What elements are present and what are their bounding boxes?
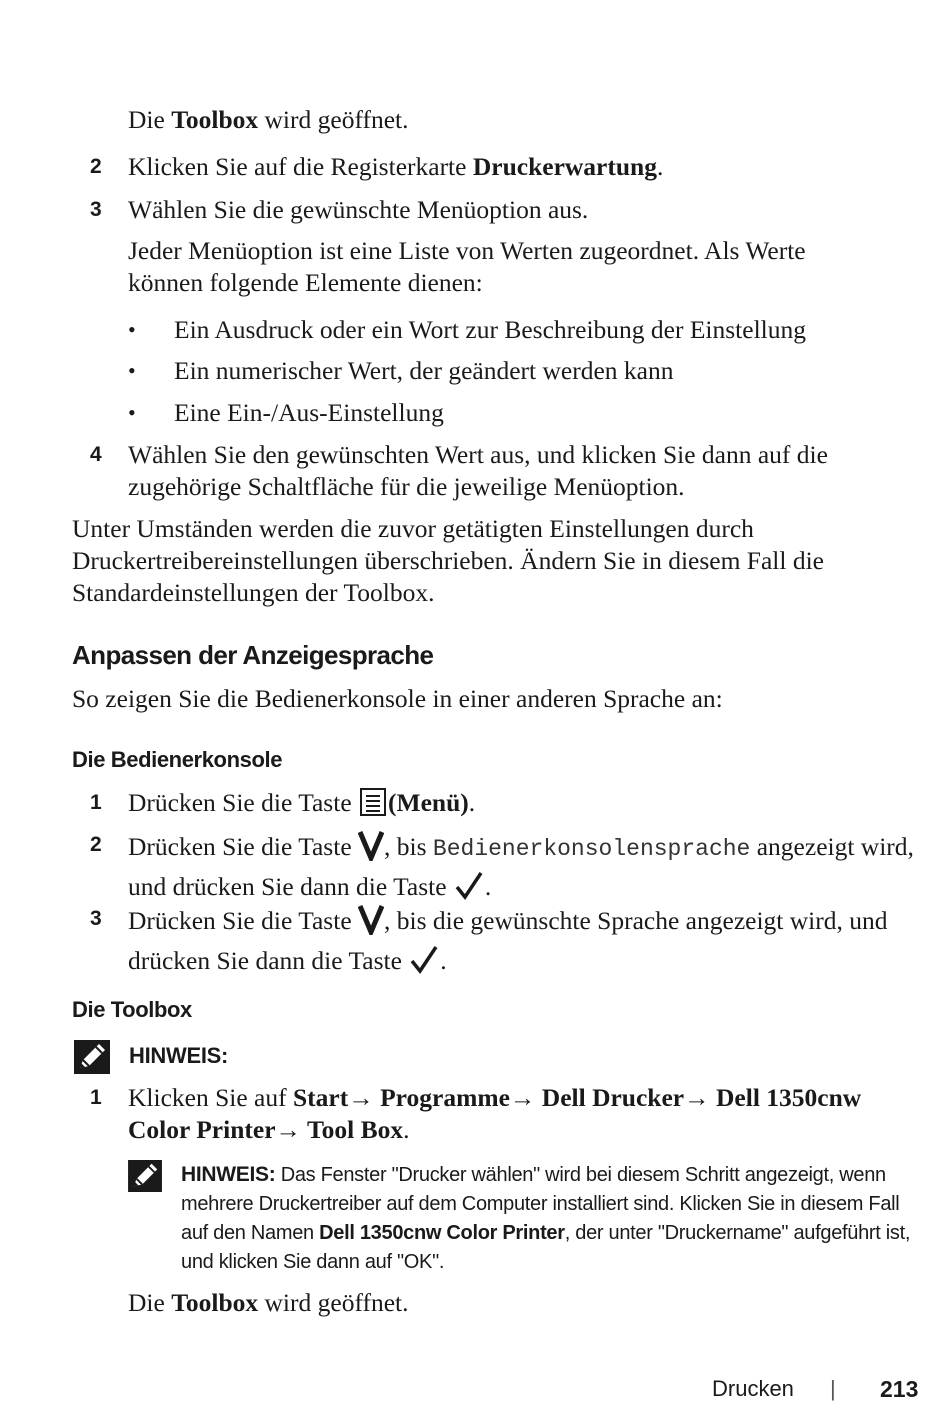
step-text-a: Drücken Sie die Taste xyxy=(128,788,359,817)
text-b: wird geöffnet. xyxy=(258,1288,409,1317)
toolbox-label: Toolbox xyxy=(171,1288,259,1317)
step-number: 1 xyxy=(90,1086,102,1109)
step-text-b: , bis die gewünschte Sprache angezeigt wird, und drücken Sie dann die Taste xyxy=(128,906,888,975)
note-label: HINWEIS: xyxy=(181,1163,276,1186)
printer-name: Dell 1350cnw Color Printer xyxy=(319,1222,565,1244)
pencil-note-icon xyxy=(128,1160,162,1197)
note-text-b: , der unter "Druckername" aufgeführt ist, und klicken Sie dann auf "OK". xyxy=(181,1222,911,1273)
step-text: Wählen Sie die gewünschte Menüoption aus. xyxy=(128,195,589,224)
arrow-icon: → xyxy=(348,1083,374,1112)
heading-toolbox: Die Toolbox xyxy=(72,997,192,1022)
step-text-bold: Druckerwartung xyxy=(472,152,657,181)
step-text-a: Drücken Sie die Taste xyxy=(128,906,359,935)
result-text xyxy=(128,1287,918,1319)
menu-icon xyxy=(358,787,388,825)
bullet-text: Eine Ein-/Aus-Einstellung xyxy=(174,398,444,427)
path-dell-printers: Dell Drucker xyxy=(535,1083,685,1112)
footer-section: Drucken xyxy=(712,1376,794,1401)
step-text-a: Drücken Sie die Taste xyxy=(128,832,359,861)
step-text-c: angezeigt wird, und drücken Sie dann die Taste xyxy=(128,832,914,901)
override-text: Unter Umständen werden die zuvor getätigten Einstellungen durch Druckertreibereinstellungen überschrieben. Ändern Sie in diesem Fall die Standardeinstellungen der Toolbox. xyxy=(72,514,825,607)
console-language-option: Bedienerkonsolensprache xyxy=(432,836,751,862)
checkmark-icon xyxy=(408,943,440,983)
step-number: 3 xyxy=(90,907,102,930)
step-text-main: Klicken Sie auf die Registerkarte xyxy=(128,152,473,181)
heading-console: Die Bedienerkonsole xyxy=(72,747,283,772)
values-text: Jeder Menüoption ist eine Liste von Werten zugeordnet. Als Werte können folgende Elemente dienen: xyxy=(128,236,806,297)
arrow-icon: → xyxy=(275,1115,302,1144)
path-start: Start xyxy=(293,1083,349,1112)
step-text-b: , bis xyxy=(384,832,433,861)
bullet-text: Ein Ausdruck oder ein Wort zur Beschreibung der Einstellung xyxy=(174,315,806,344)
language-text: So zeigen Sie die Bedienerkonsole in einer anderen Sprache an: xyxy=(72,684,723,713)
step-text xyxy=(128,151,918,183)
bullet-dot: • xyxy=(128,317,136,342)
note-text-a: Das Fenster "Drucker wählen" wird bei diesem Schritt angezeigt, wenn mehrere Druckertreiber auf dem Computer installiert sind. Klicken Sie in diesem Fall auf den Namen xyxy=(181,1164,900,1244)
text-a: Die xyxy=(128,1288,172,1317)
step-text-end: . xyxy=(468,788,476,817)
down-arrow-icon xyxy=(358,829,384,869)
step-text xyxy=(128,1082,898,1146)
step-number: 2 xyxy=(90,155,102,178)
path-toolbox: Tool Box xyxy=(301,1115,404,1144)
menu-label: (Menü) xyxy=(388,788,469,817)
page-number: 213 xyxy=(880,1376,919,1402)
text-b: wird geöffnet. xyxy=(258,105,409,134)
step-text-end: . xyxy=(484,872,492,901)
step-text-end: . xyxy=(403,1115,410,1144)
arrow-icon: → xyxy=(509,1083,536,1112)
bullet-dot: • xyxy=(128,358,136,383)
pencil-note-icon xyxy=(74,1040,110,1079)
bullet-text: Ein numerischer Wert, der geändert werden kann xyxy=(174,356,674,385)
step-number: 2 xyxy=(90,833,102,856)
path-programs: Programme xyxy=(373,1083,510,1112)
heading-language: Anpassen der Anzeigesprache xyxy=(72,640,434,670)
step-number: 4 xyxy=(90,443,102,466)
note-text xyxy=(181,1160,916,1277)
footer-separator: | xyxy=(830,1376,836,1401)
down-arrow-icon xyxy=(358,903,384,943)
step-text-end: . xyxy=(656,152,664,181)
step-text xyxy=(128,829,918,909)
step-text: Wählen Sie den gewünschten Wert aus, und klicken Sie dann auf die zugehörige Schaltfläche für die jeweilige Menüoption. xyxy=(128,440,828,501)
result-text xyxy=(128,104,918,136)
step-text xyxy=(128,787,918,825)
step-text xyxy=(128,903,918,983)
bullet-dot: • xyxy=(128,400,136,425)
step-number: 1 xyxy=(90,791,102,814)
step-text-a: Klicken Sie auf xyxy=(128,1083,293,1112)
step-text-end: . xyxy=(440,946,447,975)
note-label: HINWEIS: xyxy=(129,1043,229,1068)
toolbox-label: Toolbox xyxy=(171,105,259,134)
step-number: 3 xyxy=(90,198,102,221)
text-a: Die xyxy=(128,105,172,134)
arrow-icon: → xyxy=(684,1083,710,1112)
path-printer: Dell 1350cnw Color Printer xyxy=(128,1083,862,1144)
